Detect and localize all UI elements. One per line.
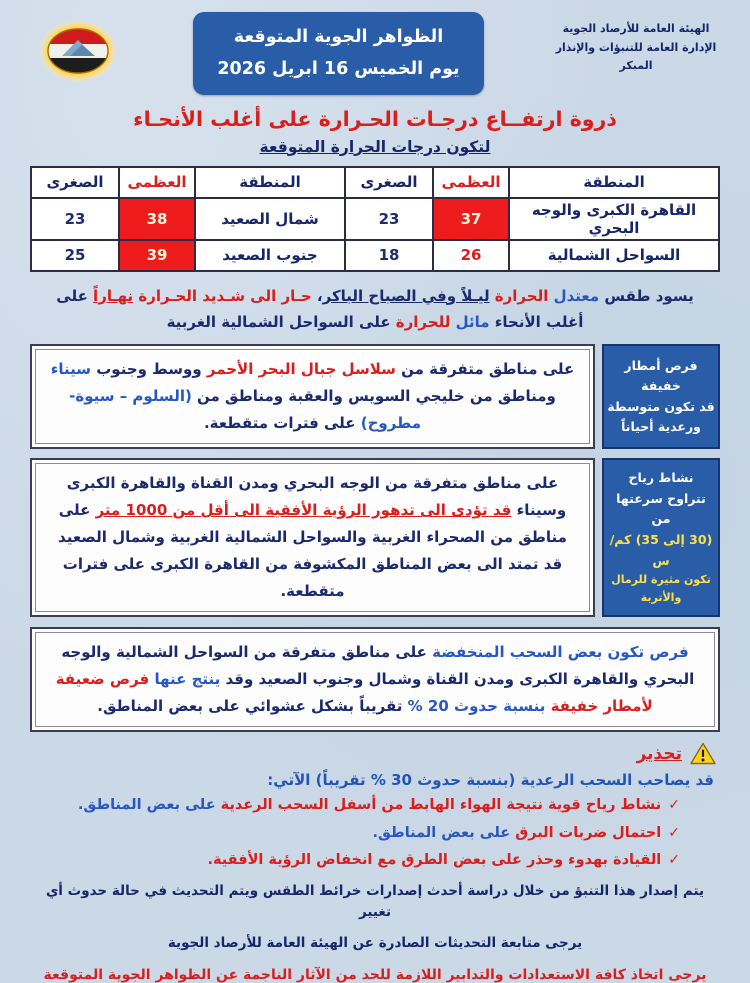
- footer-note-2: يرجى متابعة التحديثات الصادرة عن الهيئة العامة للأرصاد الجوية: [167, 934, 583, 951]
- region-cell: القاهرة الكبرى والوجه البحري: [509, 198, 719, 240]
- rain-section: [30, 344, 720, 449]
- warning-bullet: [30, 822, 680, 844]
- region-cell: شمال الصعيد: [195, 198, 345, 240]
- max-temp-cell: 37: [433, 198, 509, 240]
- bullet-text: القيادة بهدوء وحذر على بعض الطرق مع انخفاض الرؤية الأفقية.: [207, 852, 662, 869]
- rain-body-box: [30, 344, 595, 449]
- clouds-body-box: [30, 627, 720, 732]
- check-icon: ✓: [668, 797, 680, 814]
- check-icon: ✓: [668, 852, 680, 869]
- warning-bullet: [30, 794, 680, 816]
- min-temp-cell: 23: [31, 198, 119, 240]
- min-temp-cell: 23: [345, 198, 433, 240]
- col-min-right: الصغرى: [345, 167, 433, 198]
- rain-text: على مناطق متفرقة من سلاسل جبال البحر الأحمر ووسط وجنوب سيناء ومناطق من خليجي السويس والعقبة ومناطق من (السلوم – سيوة- مطروح) على فترات متقطعة.: [45, 360, 575, 433]
- col-region-right: المنطقة: [509, 167, 719, 198]
- col-max-right: العظمى: [433, 167, 509, 198]
- col-min-left: الصغرى: [31, 167, 119, 198]
- warning-intro: قد يصاحب السحب الرعدية (بنسبة حدوث 30 % تقريباً) الآتي:: [267, 771, 714, 790]
- table-row: [31, 240, 719, 271]
- logo-wrap: [30, 12, 125, 84]
- headline: ذروة ارتفــاع درجـات الحـرارة على أغلب الأنحـاء: [133, 106, 617, 131]
- warning-triangle-icon: [690, 742, 716, 765]
- wind-text: على مناطق متفرقة من الوجه البحري ومدن القناة والقاهرة الكبرى وسيناء قد تؤدى الى تدهور الرؤية الأفقية الى أقل من 1000 متر على مناطق من الصحراء الغربية والسواحل الشمالية الغربية وشمال الصعيد قد تمتد الى بعض المناطق المكشوفة من القاهرة الكبرى على فترات متقطعة.: [52, 474, 567, 601]
- max-temp-cell: 39: [119, 240, 195, 271]
- org-line2: الإدارة العامة للتنبؤات والإنذار المبكر: [555, 40, 717, 73]
- max-temp-cell: 38: [119, 198, 195, 240]
- bulletin-title: الظواهر الجوية المتوقعة: [233, 27, 444, 47]
- temperature-table: [30, 166, 720, 272]
- bulletin-title-box: [193, 12, 483, 95]
- col-max-left: العظمى: [119, 167, 195, 198]
- table-row: [31, 198, 719, 240]
- wind-body-box: [30, 458, 595, 617]
- bullet-text: احتمال ضربات البرق على بعض المناطق.: [372, 824, 662, 841]
- bulletin-date: يوم الخميس 16 ابريل 2026: [217, 59, 460, 80]
- region-cell: جنوب الصعيد: [195, 240, 345, 271]
- ema-logo-icon: [37, 18, 119, 84]
- wind-section: [30, 458, 720, 617]
- wind-side-box: نشاط رياح تتراوح سرعتها من (30 إلى 35) كم/س تكون مثيرة للرمال والأتربة: [602, 458, 720, 617]
- rain-side-box: فرص أمطار خفيفة قد تكون متوسطة ورعدية أحياناً: [602, 344, 720, 449]
- org-name-block: [552, 12, 720, 76]
- org-line1: الهيئة العامة للأرصاد الجوية: [562, 22, 710, 35]
- region-cell: السواحل الشمالية: [509, 240, 719, 271]
- warning-bullet: [30, 849, 680, 871]
- weather-summary: يسود طقس معتدل الحرارة ليـلاً وفي الصباح الباكر، حـار الى شـديد الحـرارة نهـاراً على أغلب الأنحاء مائل للحرارة على السواحل الشمالية الغربية: [51, 286, 694, 331]
- col-region-left: المنطقة: [195, 167, 345, 198]
- clouds-text: فرص تكون بعض السحب المنخفضة على مناطق متفرقة من السواحل الشمالية والوجه البحري والقاهرة الكبرى ومدن القناة وشمال وجنوب الصعيد وقد ينتج عنها فرص ضعيفة لأمطار خفيفة بنسبة حدوث 20 % تقريباً بشكل عشوائي على بعض المناطق.: [50, 643, 695, 716]
- footer-note-1: يتم إصدار هذا التنبؤ من خلال دراسة أحدث إصدارات خرائط الطقس ويتم التحديث في حالة حدوث أي تغيير: [45, 882, 705, 921]
- warning-header: [30, 742, 716, 765]
- min-temp-cell: 25: [31, 240, 119, 271]
- max-temp-cell: 26: [433, 240, 509, 271]
- warning-title: تحذير: [636, 743, 682, 764]
- header: [30, 12, 720, 95]
- subheadline: لتكون درجات الحرارة المتوقعة: [259, 137, 491, 156]
- bullet-text: نشاط رياح قوية نتيجة الهواء الهابط من أسفل السحب الرعدية على بعض المناطق.: [77, 797, 662, 814]
- footer-alert: يرجى اتخاذ كافة الاستعدادات والتدابير اللازمة للحد من الآثار الناجمة عن الظواهر الجوية المتوقعة: [43, 967, 707, 983]
- table-header-row: [31, 167, 719, 198]
- min-temp-cell: 18: [345, 240, 433, 271]
- check-icon: ✓: [668, 824, 680, 841]
